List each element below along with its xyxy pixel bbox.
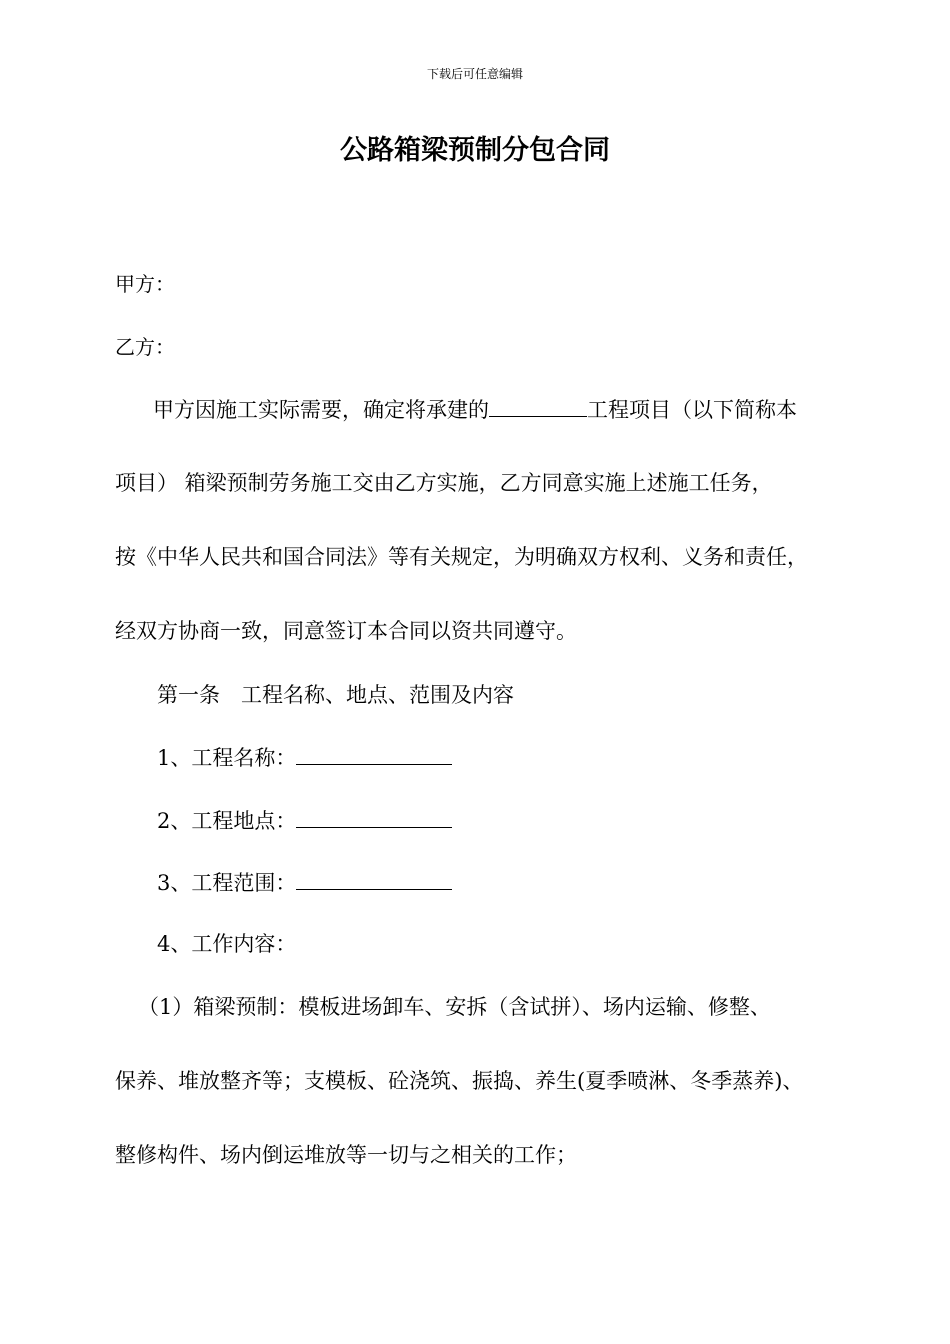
sub-item-1-line-1: （1）箱梁预制：模板进场卸车、安拆（含试拼）、场内运输、修整、 — [138, 995, 771, 1019]
intro-line-3: 按《中华人民共和国合同法》等有关规定，为明确双方权利、义务和责任， — [115, 545, 808, 569]
intro-line-1-part-a: 甲方因施工实际需要，确定将承建的 — [153, 398, 489, 422]
intro-line-4: 经双方协商一致，同意签订本合同以资共同遵守。 — [115, 619, 577, 643]
intro-line-1-part-b: 工程项目（以下简称本 — [587, 398, 797, 422]
project-name-blank — [489, 395, 587, 417]
item-project-name-label: 1、工程名称： — [157, 746, 297, 770]
item-project-scope — [157, 868, 452, 897]
party-a-label: 甲方： — [115, 272, 175, 296]
item-project-location-label: 2、工程地点： — [157, 809, 297, 833]
article-1-heading: 第一条 工程名称、地点、范围及内容 — [157, 683, 514, 707]
party-b-label: 乙方： — [115, 335, 175, 359]
item-project-location — [157, 806, 452, 835]
item-project-scope-label: 3、工程范围： — [157, 871, 297, 895]
intro-line-1 — [153, 395, 797, 424]
project-scope-field-blank — [296, 868, 452, 890]
sub-item-1-line-2: 保养、堆放整齐等；支模板、砼浇筑、振捣、养生(夏季喷淋、冬季蒸养)、 — [115, 1069, 804, 1093]
sub-item-1-line-3: 整修构件、场内倒运堆放等一切与之相关的工作； — [115, 1143, 577, 1167]
intro-line-2: 项目） 箱梁预制劳务施工交由乙方实施，乙方同意实施上述施工任务， — [115, 471, 773, 495]
header-note: 下载后可任意编辑 — [426, 67, 523, 81]
project-location-field-blank — [296, 806, 452, 828]
project-name-field-blank — [296, 743, 452, 765]
document-title: 公路箱梁预制分包合同 — [340, 135, 610, 166]
item-project-name — [157, 743, 452, 772]
item-work-content: 4、工作内容： — [157, 932, 297, 956]
